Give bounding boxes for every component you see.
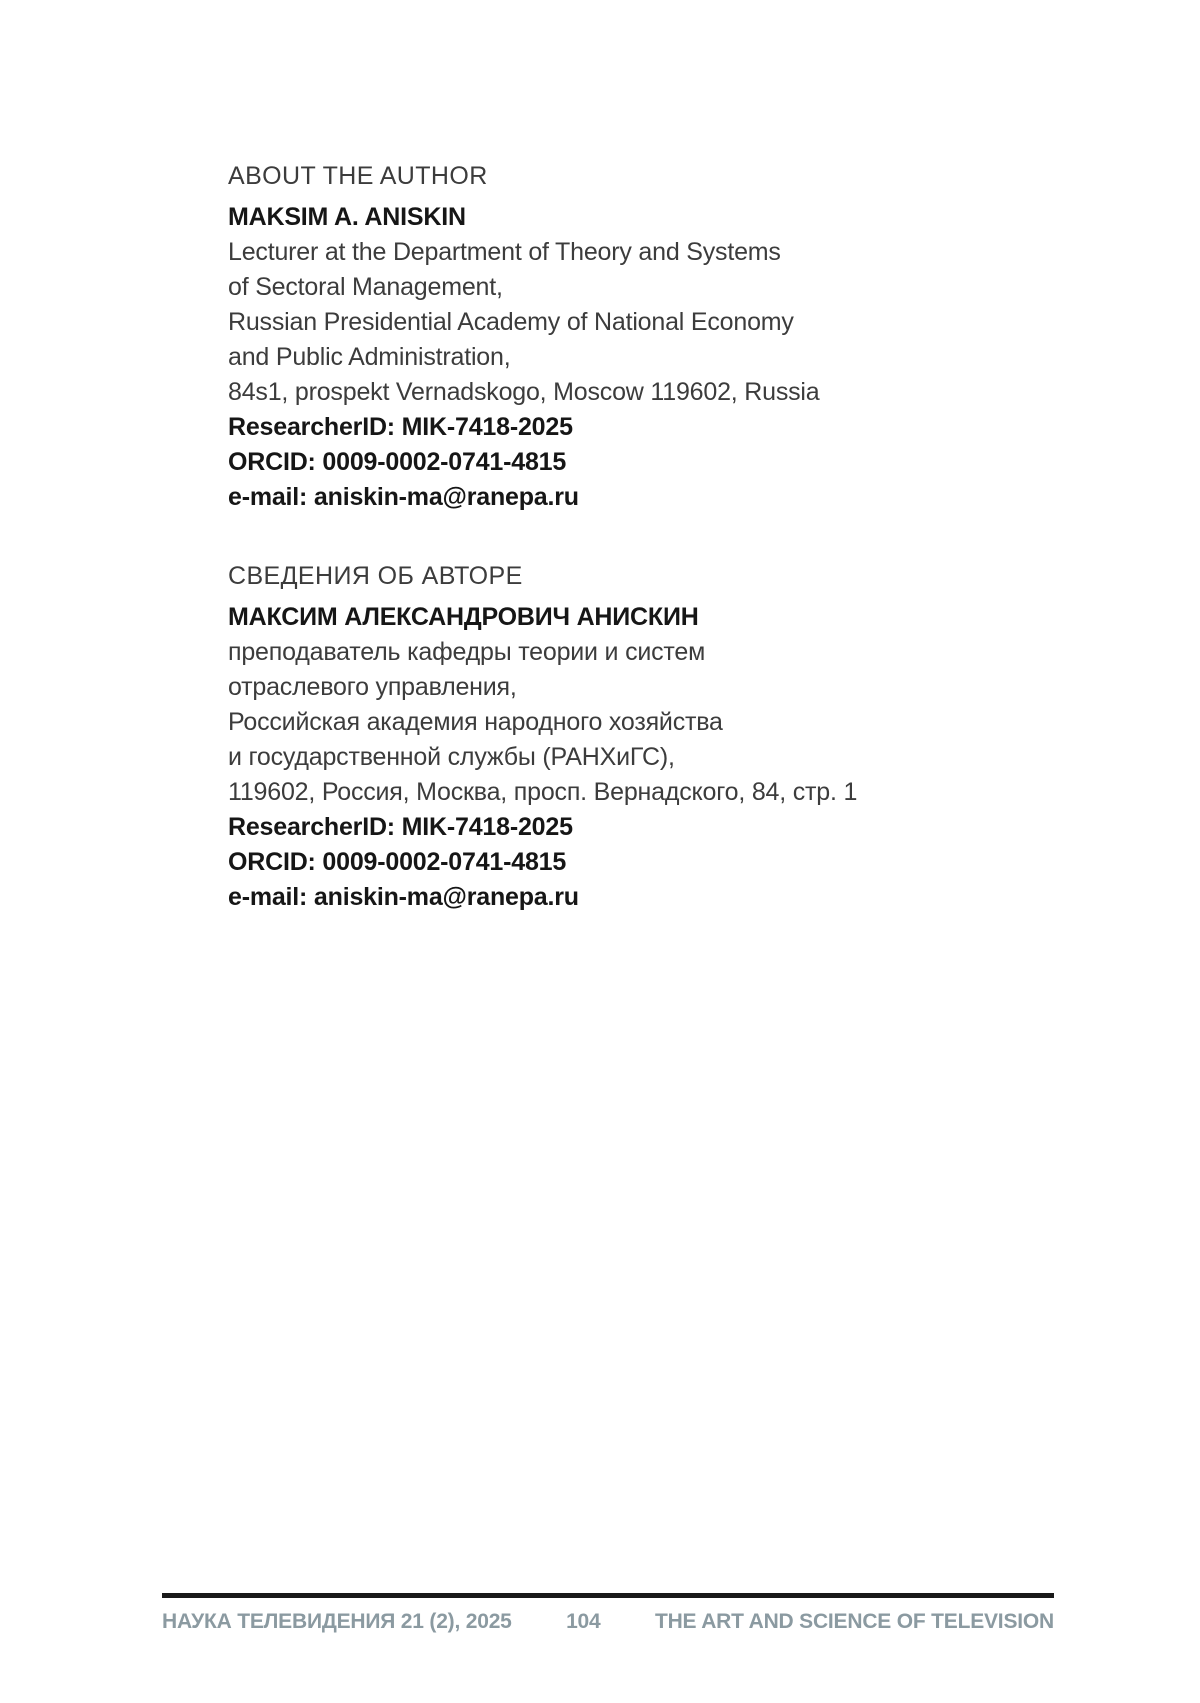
- author-section-english: [228, 159, 1008, 515]
- footer-page-number: 104: [566, 1610, 601, 1633]
- about-the-author-content: [228, 159, 1008, 915]
- author-section-russian: [228, 559, 1008, 915]
- footer-rule: [162, 1593, 1054, 1598]
- researcher-id-en: ResearcherID: MIK-7418-2025: [228, 413, 573, 441]
- section-heading-en: ABOUT THE AUTHOR: [228, 162, 488, 190]
- footer-journal-title-en: THE ART AND SCIENCE OF TELEVISION: [654, 1610, 1054, 1633]
- affiliation-line: Российская академия народного хозяйства: [228, 708, 723, 736]
- section-heading-ru: СВЕДЕНИЯ ОБ АВТОРЕ: [228, 562, 523, 590]
- affiliation-line: 84s1, prospekt Vernadskogo, Moscow 119602, Russia: [228, 378, 820, 406]
- affiliation-line: отраслевого управления,: [228, 673, 517, 701]
- email-ru: e-mail: aniskin-ma@ranepa.ru: [228, 883, 579, 911]
- email-en: e-mail: aniskin-ma@ranepa.ru: [228, 483, 579, 511]
- footer-journal-title-ru: НАУКА ТЕЛЕВИДЕНИЯ 21 (2), 2025: [162, 1610, 512, 1633]
- affiliation-line: Lecturer at the Department of Theory and Systems: [228, 238, 781, 266]
- footer-row: [162, 1610, 1054, 1634]
- page-footer: [162, 1593, 1054, 1634]
- affiliation-line: and Public Administration,: [228, 343, 511, 371]
- affiliation-line: of Sectoral Management,: [228, 273, 503, 301]
- orcid-ru: ORCID: 0009-0002-0741-4815: [228, 848, 567, 876]
- author-name-ru: МАКСИМ АЛЕКСАНДРОВИЧ АНИСКИН: [228, 603, 699, 631]
- orcid-en: ORCID: 0009-0002-0741-4815: [228, 448, 567, 476]
- affiliation-line: преподаватель кафедры теории и систем: [228, 638, 706, 666]
- affiliation-line: и государственной службы (РАНХиГС),: [228, 743, 675, 771]
- affiliation-line: Russian Presidential Academy of National Economy: [228, 308, 794, 336]
- researcher-id-ru: ResearcherID: MIK-7418-2025: [228, 813, 573, 841]
- affiliation-line: 119602, Россия, Москва, просп. Вернадского, 84, стр. 1: [228, 778, 858, 806]
- author-name-en: MAKSIM A. ANISKIN: [228, 203, 466, 231]
